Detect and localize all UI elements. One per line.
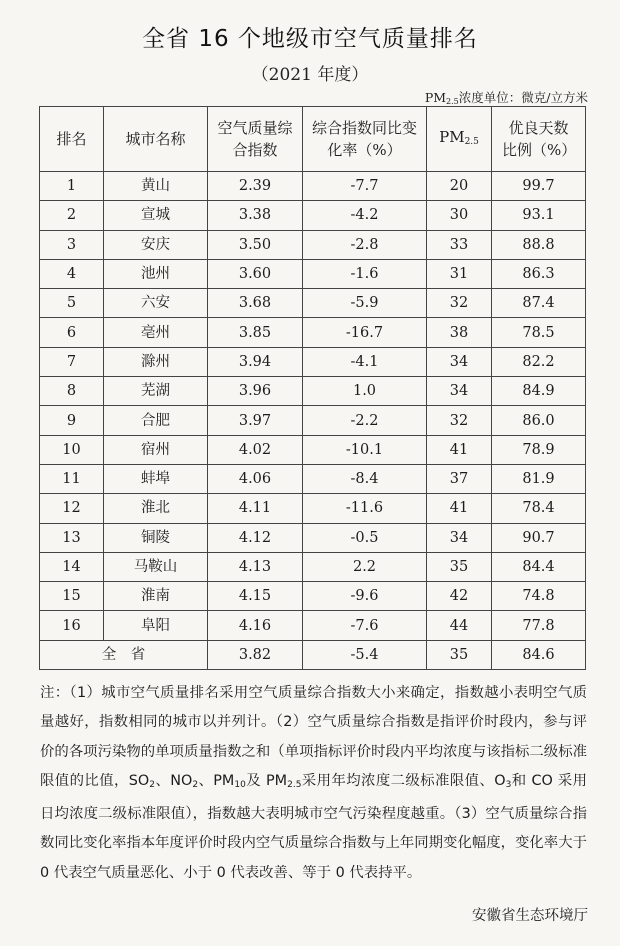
- cell-change: -9.6: [303, 582, 427, 611]
- total-row: [40, 640, 586, 669]
- table-row: [40, 552, 586, 581]
- cell-good-days: 99.7: [492, 172, 586, 201]
- total-change: -5.4: [303, 640, 427, 669]
- cell-index: 4.12: [208, 523, 303, 552]
- cell-index: 4.11: [208, 494, 303, 523]
- cell-city: 阜阳: [104, 611, 208, 640]
- cell-index: 4.15: [208, 582, 303, 611]
- cell-city: 淮北: [104, 494, 208, 523]
- cell-rank: 8: [40, 377, 104, 406]
- cell-pm25: 32: [427, 406, 492, 435]
- table-row: [40, 464, 586, 493]
- cell-rank: 6: [40, 318, 104, 347]
- table-row: [40, 172, 586, 201]
- table-row: [40, 377, 586, 406]
- unit-pm-prefix: PM: [424, 90, 447, 105]
- cell-pm25: 42: [427, 582, 492, 611]
- cell-rank: 9: [40, 406, 104, 435]
- cell-pm25: 31: [427, 259, 492, 288]
- cell-pm25: 41: [427, 494, 492, 523]
- ranking-table: [39, 106, 586, 670]
- cell-change: 2.2: [303, 552, 427, 581]
- cell-city: 宣城: [104, 201, 208, 230]
- cell-index: 4.06: [208, 464, 303, 493]
- cell-index: 3.50: [208, 230, 303, 259]
- cell-city: 黄山: [104, 172, 208, 201]
- cell-good-days: 82.2: [492, 347, 586, 376]
- table-row: [40, 435, 586, 464]
- cell-city: 池州: [104, 259, 208, 288]
- document-subtitle: （2021 年度）: [251, 65, 369, 85]
- cell-pm25: 38: [427, 318, 492, 347]
- issuer: 安徽省生态环境厅: [472, 908, 588, 924]
- cell-good-days: 88.8: [492, 230, 586, 259]
- cell-rank: 16: [40, 611, 104, 640]
- table-row: [40, 230, 586, 259]
- cell-pm25: 41: [427, 435, 492, 464]
- cell-city: 淮南: [104, 582, 208, 611]
- cell-rank: 12: [40, 494, 104, 523]
- header-pm-sub: 2.5: [464, 136, 479, 147]
- cell-city: 亳州: [104, 318, 208, 347]
- cell-good-days: 90.7: [492, 523, 586, 552]
- cell-city: 芜湖: [104, 377, 208, 406]
- header-rank: 排名: [40, 107, 104, 172]
- table-row: [40, 494, 586, 523]
- cell-city: 铜陵: [104, 523, 208, 552]
- note-text-6: 和 CO 采用日均浓度二级标准限值），指数越大表明城市空气污染程度越重。（3）空气质量综合指数同比变化率指本年度评价时段内空气质量综合指数与上年同期变化幅度，变化率大于 0 代表空气质量恶化、小于 0 代表改善、等于 0 代表持平。: [40, 772, 588, 881]
- cell-pm25: 34: [427, 523, 492, 552]
- document-title: 全省 16 个地级市空气质量排名: [142, 26, 478, 52]
- total-pm25: 35: [427, 640, 492, 669]
- note-sub-4: 2.5: [287, 779, 302, 790]
- cell-index: 3.38: [208, 201, 303, 230]
- cell-city: 宿州: [104, 435, 208, 464]
- unit-note: [425, 88, 588, 106]
- cell-rank: 15: [40, 582, 104, 611]
- table-row: [40, 347, 586, 376]
- cell-change: -4.2: [303, 201, 427, 230]
- unit-pm-sub: 2.5: [446, 97, 459, 106]
- note-text-1: 注：（1）城市空气质量排名采用空气质量综合指数大小来确定，指数越小表明空气质量越好，指数相同的城市以并列计。（2）空气质量综合指数是指评价时段内，参与评价的各项污染物的单项质量指数之和（单项指标评价时段内平均浓度与该指标二级标准限值的比值，SO: [40, 685, 587, 789]
- note-text-3: 、PM: [198, 772, 235, 789]
- table-row: [40, 611, 586, 640]
- header-city: 城市名称: [104, 107, 208, 172]
- cell-rank: 11: [40, 464, 104, 493]
- cell-pm25: 34: [427, 377, 492, 406]
- cell-change: -2.8: [303, 230, 427, 259]
- table-row: [40, 201, 586, 230]
- cell-good-days: 78.4: [492, 494, 586, 523]
- table-row: [40, 318, 586, 347]
- header-change: 综合指数同比变化率（%）: [303, 107, 427, 172]
- cell-change: -16.7: [303, 318, 427, 347]
- cell-change: -0.5: [303, 523, 427, 552]
- cell-good-days: 78.9: [492, 435, 586, 464]
- cell-city: 合肥: [104, 406, 208, 435]
- cell-change: -2.2: [303, 406, 427, 435]
- cell-city: 滁州: [104, 347, 208, 376]
- header-row: [40, 107, 586, 172]
- cell-rank: 13: [40, 523, 104, 552]
- cell-pm25: 32: [427, 289, 492, 318]
- unit-text: 浓度单位：微克/立方米: [458, 90, 588, 105]
- table-row: [40, 289, 586, 318]
- cell-rank: 2: [40, 201, 104, 230]
- cell-index: 4.13: [208, 552, 303, 581]
- cell-good-days: 84.4: [492, 552, 586, 581]
- cell-rank: 5: [40, 289, 104, 318]
- note-sub-2: 2: [192, 779, 199, 790]
- note-text-4: 及 PM: [245, 772, 288, 789]
- cell-city: 六安: [104, 289, 208, 318]
- cell-good-days: 78.5: [492, 318, 586, 347]
- total-label: 全 省: [40, 640, 208, 669]
- cell-city: 安庆: [104, 230, 208, 259]
- cell-change: 1.0: [303, 377, 427, 406]
- cell-good-days: 93.1: [492, 201, 586, 230]
- cell-rank: 10: [40, 435, 104, 464]
- cell-change: -7.6: [303, 611, 427, 640]
- cell-change: -5.9: [303, 289, 427, 318]
- table-row: [40, 406, 586, 435]
- header-index: 空气质量综合指数: [208, 107, 303, 172]
- note-sub-3: 10: [234, 779, 246, 790]
- cell-change: -8.4: [303, 464, 427, 493]
- table-row: [40, 582, 586, 611]
- cell-index: 3.85: [208, 318, 303, 347]
- cell-index: 3.94: [208, 347, 303, 376]
- cell-good-days: 74.8: [492, 582, 586, 611]
- cell-index: 3.68: [208, 289, 303, 318]
- cell-change: -1.6: [303, 259, 427, 288]
- footnote: [40, 679, 587, 888]
- note-sub-1: 2: [149, 779, 155, 790]
- cell-index: 3.97: [208, 406, 303, 435]
- cell-index: 4.16: [208, 611, 303, 640]
- cell-index: 4.02: [208, 435, 303, 464]
- cell-pm25: 37: [427, 464, 492, 493]
- cell-good-days: 86.3: [492, 259, 586, 288]
- cell-index: 2.39: [208, 172, 303, 201]
- cell-rank: 7: [40, 347, 104, 376]
- cell-pm25: 34: [427, 347, 492, 376]
- cell-pm25: 35: [427, 552, 492, 581]
- note-text-2: 、NO: [155, 772, 193, 789]
- cell-index: 3.60: [208, 259, 303, 288]
- table-row: [40, 259, 586, 288]
- header-pm-prefix: PM: [439, 127, 465, 146]
- cell-good-days: 77.8: [492, 611, 586, 640]
- cell-rank: 4: [40, 259, 104, 288]
- header-good-days: 优良天数比例（%）: [492, 107, 586, 172]
- cell-change: -4.1: [303, 347, 427, 376]
- cell-change: -10.1: [303, 435, 427, 464]
- total-index: 3.82: [208, 640, 303, 669]
- cell-rank: 1: [40, 172, 104, 201]
- cell-pm25: 20: [427, 172, 492, 201]
- header-pm25: [427, 107, 492, 172]
- cell-index: 3.96: [208, 377, 303, 406]
- cell-city: 马鞍山: [104, 552, 208, 581]
- cell-change: -7.7: [303, 172, 427, 201]
- note-sub-5: 3: [505, 779, 512, 790]
- table-row: [40, 523, 586, 552]
- cell-pm25: 33: [427, 230, 492, 259]
- cell-good-days: 81.9: [492, 464, 586, 493]
- cell-rank: 3: [40, 230, 104, 259]
- cell-change: -11.6: [303, 494, 427, 523]
- cell-good-days: 86.0: [492, 406, 586, 435]
- cell-good-days: 84.9: [492, 377, 586, 406]
- cell-pm25: 30: [427, 201, 492, 230]
- total-good-days: 84.6: [492, 640, 586, 669]
- cell-good-days: 87.4: [492, 289, 586, 318]
- cell-rank: 14: [40, 552, 104, 581]
- cell-pm25: 44: [427, 611, 492, 640]
- note-text-5: 采用年均浓度二级标准限值、O: [301, 772, 506, 789]
- cell-city: 蚌埠: [104, 464, 208, 493]
